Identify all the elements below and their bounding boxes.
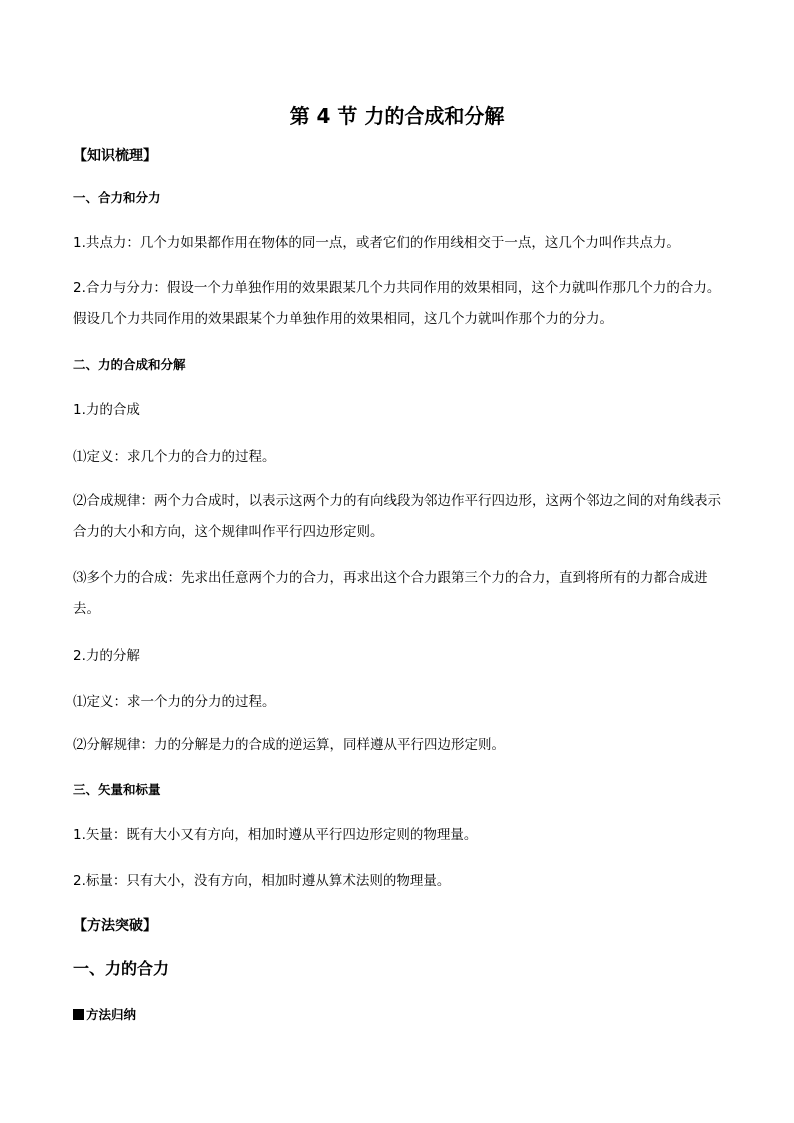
paragraph-composition-rule: ⑵合成规律：两个力合成时，以表示这两个力的有向线段为邻边作平行四边形，这两个邻边之间的对角线表示合力的大小和方向，这个规律叫作平行四边形定则。: [73, 493, 721, 540]
paragraph-concurrent-forces: 1.共点力：几个力如果都作用在物体的同一点，或者它们的作用线相交于一点，这几个力叫作共点力。: [73, 235, 680, 251]
paragraph-vector: 1.矢量：既有大小又有方向，相加时遵从平行四边形定则的物理量。: [73, 827, 478, 843]
paragraph-scalar: 2.标量：只有大小，没有方向，相加时遵从算术法则的物理量。: [73, 873, 451, 889]
section-title-2: 二、力的合成和分解: [73, 357, 186, 372]
subsection-decomposition: 2.力的分解: [73, 648, 140, 664]
method-title-1: 一、力的合力: [73, 959, 170, 978]
paragraph-decomposition-definition: ⑴定义：求一个力的分力的过程。: [73, 694, 276, 710]
subsection-composition: 1.力的合成: [73, 402, 140, 418]
paragraph-composition-definition: ⑴定义：求几个力的合力的过程。: [73, 449, 276, 465]
section-title-1: 一、合力和分力: [73, 190, 161, 205]
method-summary-label: 方法归纳: [86, 1007, 137, 1022]
section-title-3: 三、矢量和标量: [73, 782, 161, 797]
page-title: 第 4 节 力的合成和分解: [289, 104, 505, 128]
method-summary: [73, 1005, 136, 1025]
section-header-knowledge: 【知识梳理】: [73, 148, 157, 164]
paragraph-decomposition-rule: ⑵分解规律：力的分解是力的合成的逆运算，同样遵从平行四边形定则。: [73, 737, 505, 753]
paragraph-resultant-component: 2.合力与分力：假设一个力单独作用的效果跟某几个力共同作用的效果相同，这个力就叫作那几个力的合力。假设几个力共同作用的效果跟某个力单独作用的效果相同，这几个力就叫作那个力的分力。: [73, 280, 721, 327]
square-bullet-icon: [73, 1009, 84, 1020]
paragraph-multiple-forces: ⑶多个力的合成：先求出任意两个力的合力，再求出这个合力跟第三个力的合力，直到将所有的力都合成进去。: [73, 570, 708, 617]
section-header-method: 【方法突破】: [73, 918, 157, 934]
